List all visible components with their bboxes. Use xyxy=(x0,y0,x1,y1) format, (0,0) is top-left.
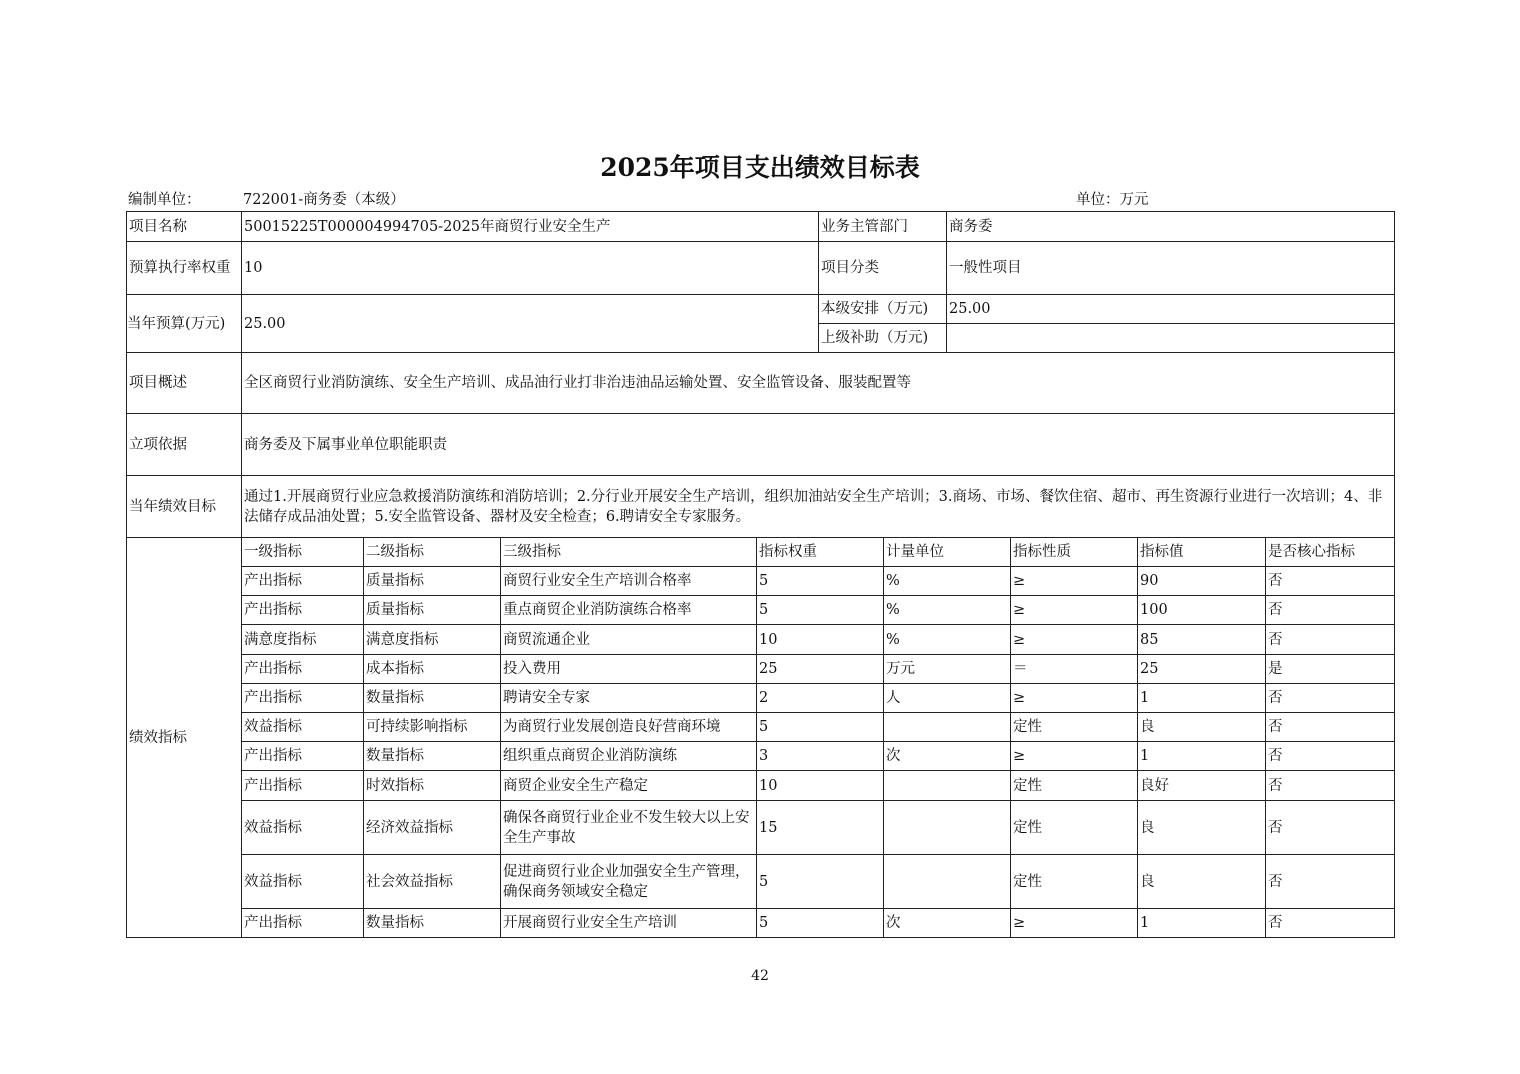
goal-label: 当年绩效目标 xyxy=(127,476,242,538)
cell-level1: 产出指标 xyxy=(242,742,364,771)
cell-nature: ≥ xyxy=(1011,567,1138,596)
table-row xyxy=(127,771,1395,801)
upper xyxy=(947,324,1395,353)
cell-unit: 次 xyxy=(884,742,1011,771)
overview: 全区商贸行业消防演练、安全生产培训、成品油行业打非治违油品运输处置、安全监管设备、服装配置等 xyxy=(242,353,1395,414)
category-label: 项目分类 xyxy=(819,242,947,295)
cell-core: 否 xyxy=(1266,801,1395,855)
cell-level1: 产出指标 xyxy=(242,684,364,713)
cell-unit: % xyxy=(884,625,1011,655)
cell-weight: 2 xyxy=(757,684,884,713)
cell-value: 100 xyxy=(1138,596,1266,625)
table-row xyxy=(127,567,1395,596)
cell-level2: 质量指标 xyxy=(364,596,501,625)
cell-level2: 质量指标 xyxy=(364,567,501,596)
cell-level3: 重点商贸企业消防演练合格率 xyxy=(501,596,757,625)
cell-nature: ≥ xyxy=(1011,742,1138,771)
cell-level2: 社会效益指标 xyxy=(364,855,501,909)
cell-nature: 定性 xyxy=(1011,855,1138,909)
local-label: 本级安排（万元) xyxy=(819,295,947,324)
performance-table xyxy=(126,211,1395,938)
unit-label: 编制单位： xyxy=(128,192,201,208)
overview-label: 项目概述 xyxy=(127,353,242,414)
header-level2: 二级指标 xyxy=(364,538,501,567)
cell-level2: 数量指标 xyxy=(364,909,501,938)
cell-nature: 定性 xyxy=(1011,771,1138,801)
table-row xyxy=(127,855,1395,909)
dept: 商务委 xyxy=(947,212,1395,242)
cell-nature: ≥ xyxy=(1011,909,1138,938)
cell-core: 否 xyxy=(1266,742,1395,771)
header-level3: 三级指标 xyxy=(501,538,757,567)
cell-value: 良 xyxy=(1138,855,1266,909)
weight-label: 预算执行率权重 xyxy=(127,242,242,295)
header-core: 是否核心指标 xyxy=(1266,538,1395,567)
table-row xyxy=(127,909,1395,938)
table-row xyxy=(127,625,1395,655)
cell-core: 否 xyxy=(1266,684,1395,713)
cell-level1: 产出指标 xyxy=(242,909,364,938)
cell-unit xyxy=(884,801,1011,855)
cell-unit xyxy=(884,771,1011,801)
project-name: 50015225T000004994705-2025年商贸行业安全生产 xyxy=(242,212,819,242)
cell-level1: 产出指标 xyxy=(242,655,364,684)
cell-unit xyxy=(884,855,1011,909)
table-row xyxy=(127,684,1395,713)
project-name-label: 项目名称 xyxy=(127,212,242,242)
cell-core: 否 xyxy=(1266,567,1395,596)
cell-level1: 效益指标 xyxy=(242,801,364,855)
dept-label: 业务主管部门 xyxy=(819,212,947,242)
table-row xyxy=(127,801,1395,855)
cell-level3: 组织重点商贸企业消防演练 xyxy=(501,742,757,771)
cell-level3: 促进商贸行业企业加强安全生产管理，确保商务领域安全稳定 xyxy=(501,855,757,909)
cell-unit: 万元 xyxy=(884,655,1011,684)
cell-core: 否 xyxy=(1266,855,1395,909)
cell-level3: 投入费用 xyxy=(501,655,757,684)
cell-weight: 5 xyxy=(757,713,884,742)
cell-weight: 5 xyxy=(757,909,884,938)
cell-level3: 为商贸行业发展创造良好营商环境 xyxy=(501,713,757,742)
cell-weight: 3 xyxy=(757,742,884,771)
cell-unit xyxy=(884,713,1011,742)
cell-level2: 满意度指标 xyxy=(364,625,501,655)
cell-weight: 25 xyxy=(757,655,884,684)
cell-core: 否 xyxy=(1266,771,1395,801)
unit-value: 722001-商务委（本级） xyxy=(243,192,405,208)
cell-level2: 成本指标 xyxy=(364,655,501,684)
cell-value: 良 xyxy=(1138,713,1266,742)
cell-core: 否 xyxy=(1266,625,1395,655)
local: 25.00 xyxy=(947,295,1395,324)
cell-level3: 商贸企业安全生产稳定 xyxy=(501,771,757,801)
cell-weight: 10 xyxy=(757,625,884,655)
cell-value: 良 xyxy=(1138,801,1266,855)
header-value: 指标值 xyxy=(1138,538,1266,567)
cell-core: 否 xyxy=(1266,909,1395,938)
cell-level3: 商贸流通企业 xyxy=(501,625,757,655)
cell-nature: ≥ xyxy=(1011,684,1138,713)
indicator-header-row xyxy=(127,538,1395,567)
header-nature: 指标性质 xyxy=(1011,538,1138,567)
header-level1: 一级指标 xyxy=(242,538,364,567)
cell-level1: 效益指标 xyxy=(242,855,364,909)
cell-value: 85 xyxy=(1138,625,1266,655)
currency-unit: 单位：万元 xyxy=(1076,192,1149,208)
cell-unit: % xyxy=(884,567,1011,596)
cell-core: 否 xyxy=(1266,713,1395,742)
category: 一般性项目 xyxy=(947,242,1395,295)
cell-value: 90 xyxy=(1138,567,1266,596)
cell-level2: 经济效益指标 xyxy=(364,801,501,855)
goal: 通过1.开展商贸行业应急救援消防演练和消防培训；2.分行业开展安全生产培训，组织加油站安全生产培训；3.商场、市场、餐饮住宿、超市、再生资源行业进行一次培训；4、非法储存成品油处置；5.安全监管设备、器材及安全检查；6.聘请安全专家服务。 xyxy=(242,476,1395,538)
cell-level2: 数量指标 xyxy=(364,684,501,713)
cell-level2: 数量指标 xyxy=(364,742,501,771)
cell-level3: 确保各商贸行业企业不发生较大以上安全生产事故 xyxy=(501,801,757,855)
cell-weight: 10 xyxy=(757,771,884,801)
cell-level3: 开展商贸行业安全生产培训 xyxy=(501,909,757,938)
cell-level1: 效益指标 xyxy=(242,713,364,742)
cell-nature: 定性 xyxy=(1011,801,1138,855)
header-unit: 计量单位 xyxy=(884,538,1011,567)
cell-level1: 产出指标 xyxy=(242,567,364,596)
table-row xyxy=(127,742,1395,771)
upper-label: 上级补助（万元) xyxy=(819,324,947,353)
cell-weight: 5 xyxy=(757,596,884,625)
page-number: 42 xyxy=(751,968,769,984)
cell-level1: 满意度指标 xyxy=(242,625,364,655)
cell-unit: % xyxy=(884,596,1011,625)
cell-weight: 5 xyxy=(757,855,884,909)
cell-nature: ≥ xyxy=(1011,596,1138,625)
header-weight: 指标权重 xyxy=(757,538,884,567)
table-row xyxy=(127,596,1395,625)
cell-weight: 15 xyxy=(757,801,884,855)
cell-nature: 定性 xyxy=(1011,713,1138,742)
cell-level3: 商贸行业安全生产培训合格率 xyxy=(501,567,757,596)
cell-value: 1 xyxy=(1138,684,1266,713)
budget-label: 当年预算(万元) xyxy=(127,295,242,353)
cell-level1: 产出指标 xyxy=(242,771,364,801)
cell-level3: 聘请安全专家 xyxy=(501,684,757,713)
cell-value: 1 xyxy=(1138,909,1266,938)
table-row xyxy=(127,713,1395,742)
cell-nature: ≥ xyxy=(1011,625,1138,655)
cell-unit: 人 xyxy=(884,684,1011,713)
cell-value: 良好 xyxy=(1138,771,1266,801)
cell-nature: ＝ xyxy=(1011,655,1138,684)
cell-core: 否 xyxy=(1266,596,1395,625)
weight: 10 xyxy=(242,242,819,295)
table-row xyxy=(127,655,1395,684)
cell-weight: 5 xyxy=(757,567,884,596)
cell-value: 1 xyxy=(1138,742,1266,771)
budget: 25.00 xyxy=(242,295,819,353)
page-title: 2025年项目支出绩效目标表 xyxy=(600,153,920,182)
basis: 商务委及下属事业单位职能职责 xyxy=(242,414,1395,476)
cell-level2: 可持续影响指标 xyxy=(364,713,501,742)
basis-label: 立项依据 xyxy=(127,414,242,476)
cell-level2: 时效指标 xyxy=(364,771,501,801)
cell-unit: 次 xyxy=(884,909,1011,938)
cell-level1: 产出指标 xyxy=(242,596,364,625)
indicators-label: 绩效指标 xyxy=(127,538,242,938)
cell-value: 25 xyxy=(1138,655,1266,684)
cell-core: 是 xyxy=(1266,655,1395,684)
